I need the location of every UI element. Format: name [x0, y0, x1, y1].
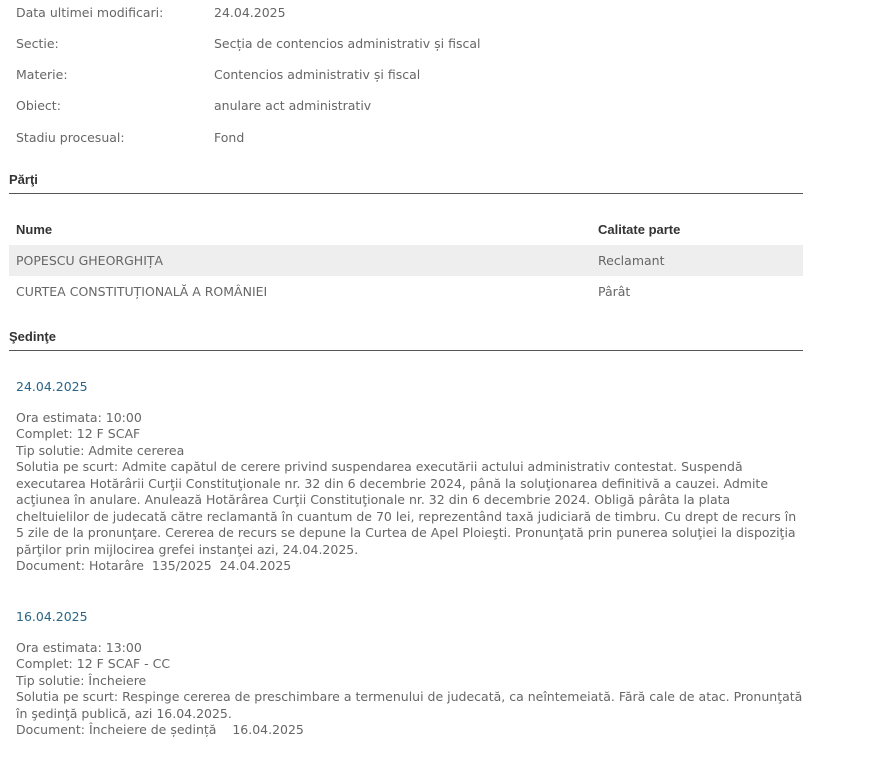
- parties-table: [9, 215, 803, 307]
- info-label: Obiect:: [16, 98, 61, 113]
- column-header-name: Nume: [16, 222, 53, 237]
- column-header-role: Calitate parte: [598, 222, 681, 237]
- info-value: Contencios administrativ și fiscal: [214, 67, 421, 82]
- info-value: anulare act administrativ: [214, 98, 372, 113]
- hearing-time: Ora estimata: 10:00: [16, 409, 142, 425]
- hearings-section-title: Şedinţe: [9, 329, 803, 351]
- table-row: [9, 245, 803, 276]
- info-label: Stadiu procesual:: [16, 130, 125, 145]
- hearing-entry: [16, 379, 806, 575]
- hearing-solution-type: Tip solutie: Admite cererea: [16, 442, 185, 458]
- parties-table-header: [9, 215, 803, 245]
- info-value: 24.04.2025: [214, 5, 286, 20]
- hearing-date: 24.04.2025: [16, 379, 88, 394]
- table-row: [9, 276, 803, 307]
- hearing-date: 16.04.2025: [16, 609, 88, 624]
- info-label: Data ultimei modificari:: [16, 5, 164, 20]
- hearing-entry: [16, 609, 806, 739]
- info-label: Materie:: [16, 67, 68, 82]
- hearing-solution-summary: Solutia pe scurt: Respinge cererea de preschimbare a termenului de judecată, ca neîntemeiată. Fără cale de atac. Pronunţată în şedinţă publică, azi 16.04.2025.: [16, 689, 807, 721]
- party-role: Pârât: [598, 284, 631, 299]
- hearing-time: Ora estimata: 13:00: [16, 639, 142, 655]
- party-role: Reclamant: [598, 253, 665, 268]
- hearing-panel: Complet: 12 F SCAF: [16, 426, 141, 441]
- hearing-document: Document: Încheiere de ședință 16.04.2025: [16, 722, 304, 737]
- hearing-panel: Complet: 12 F SCAF - CC: [16, 656, 171, 671]
- party-name: CURTEA CONSTITUȚIONALĂ A ROMÂNIEI: [16, 284, 268, 299]
- hearing-solution-summary: Solutia pe scurt: Admite capătul de cerere privind suspendarea executării actului administrativ contestat. Suspendă executarea Hotărârii Curţii Constituţionale nr. 32 din 6 decembrie 2024, până la soluţionarea definitivă a cauzei. Admite acţiunea în anulare. Anulează Hotărârea Curţii Constituţionale nr. 32 din 6 decembrie 2024. Obligă pârâta la plata cheltuielilor de judecată către reclamantă în cuantum de 70 lei, reprezentând taxă judiciară de timbru. Cu drept de recurs în 5 zile de la pronunţare. Cererea de recurs se depune la Curtea de Apel Ploieşti. Pronunţată prin punerea soluţiei la dispoziţia părţilor prin mijlocirea grefei instanţei azi, 24.04.2025.: [16, 459, 801, 557]
- parties-section-title: Părţi: [9, 172, 803, 194]
- info-value: Fond: [214, 130, 245, 145]
- party-name: POPESCU GHEORGHIȚA: [16, 253, 164, 268]
- hearing-solution-type: Tip solutie: Încheiere: [16, 672, 147, 688]
- info-label: Sectie:: [16, 36, 59, 51]
- info-value: Secția de contencios administrativ și fiscal: [214, 36, 481, 51]
- hearing-document: Document: Hotarâre 135/2025 24.04.2025: [16, 558, 292, 573]
